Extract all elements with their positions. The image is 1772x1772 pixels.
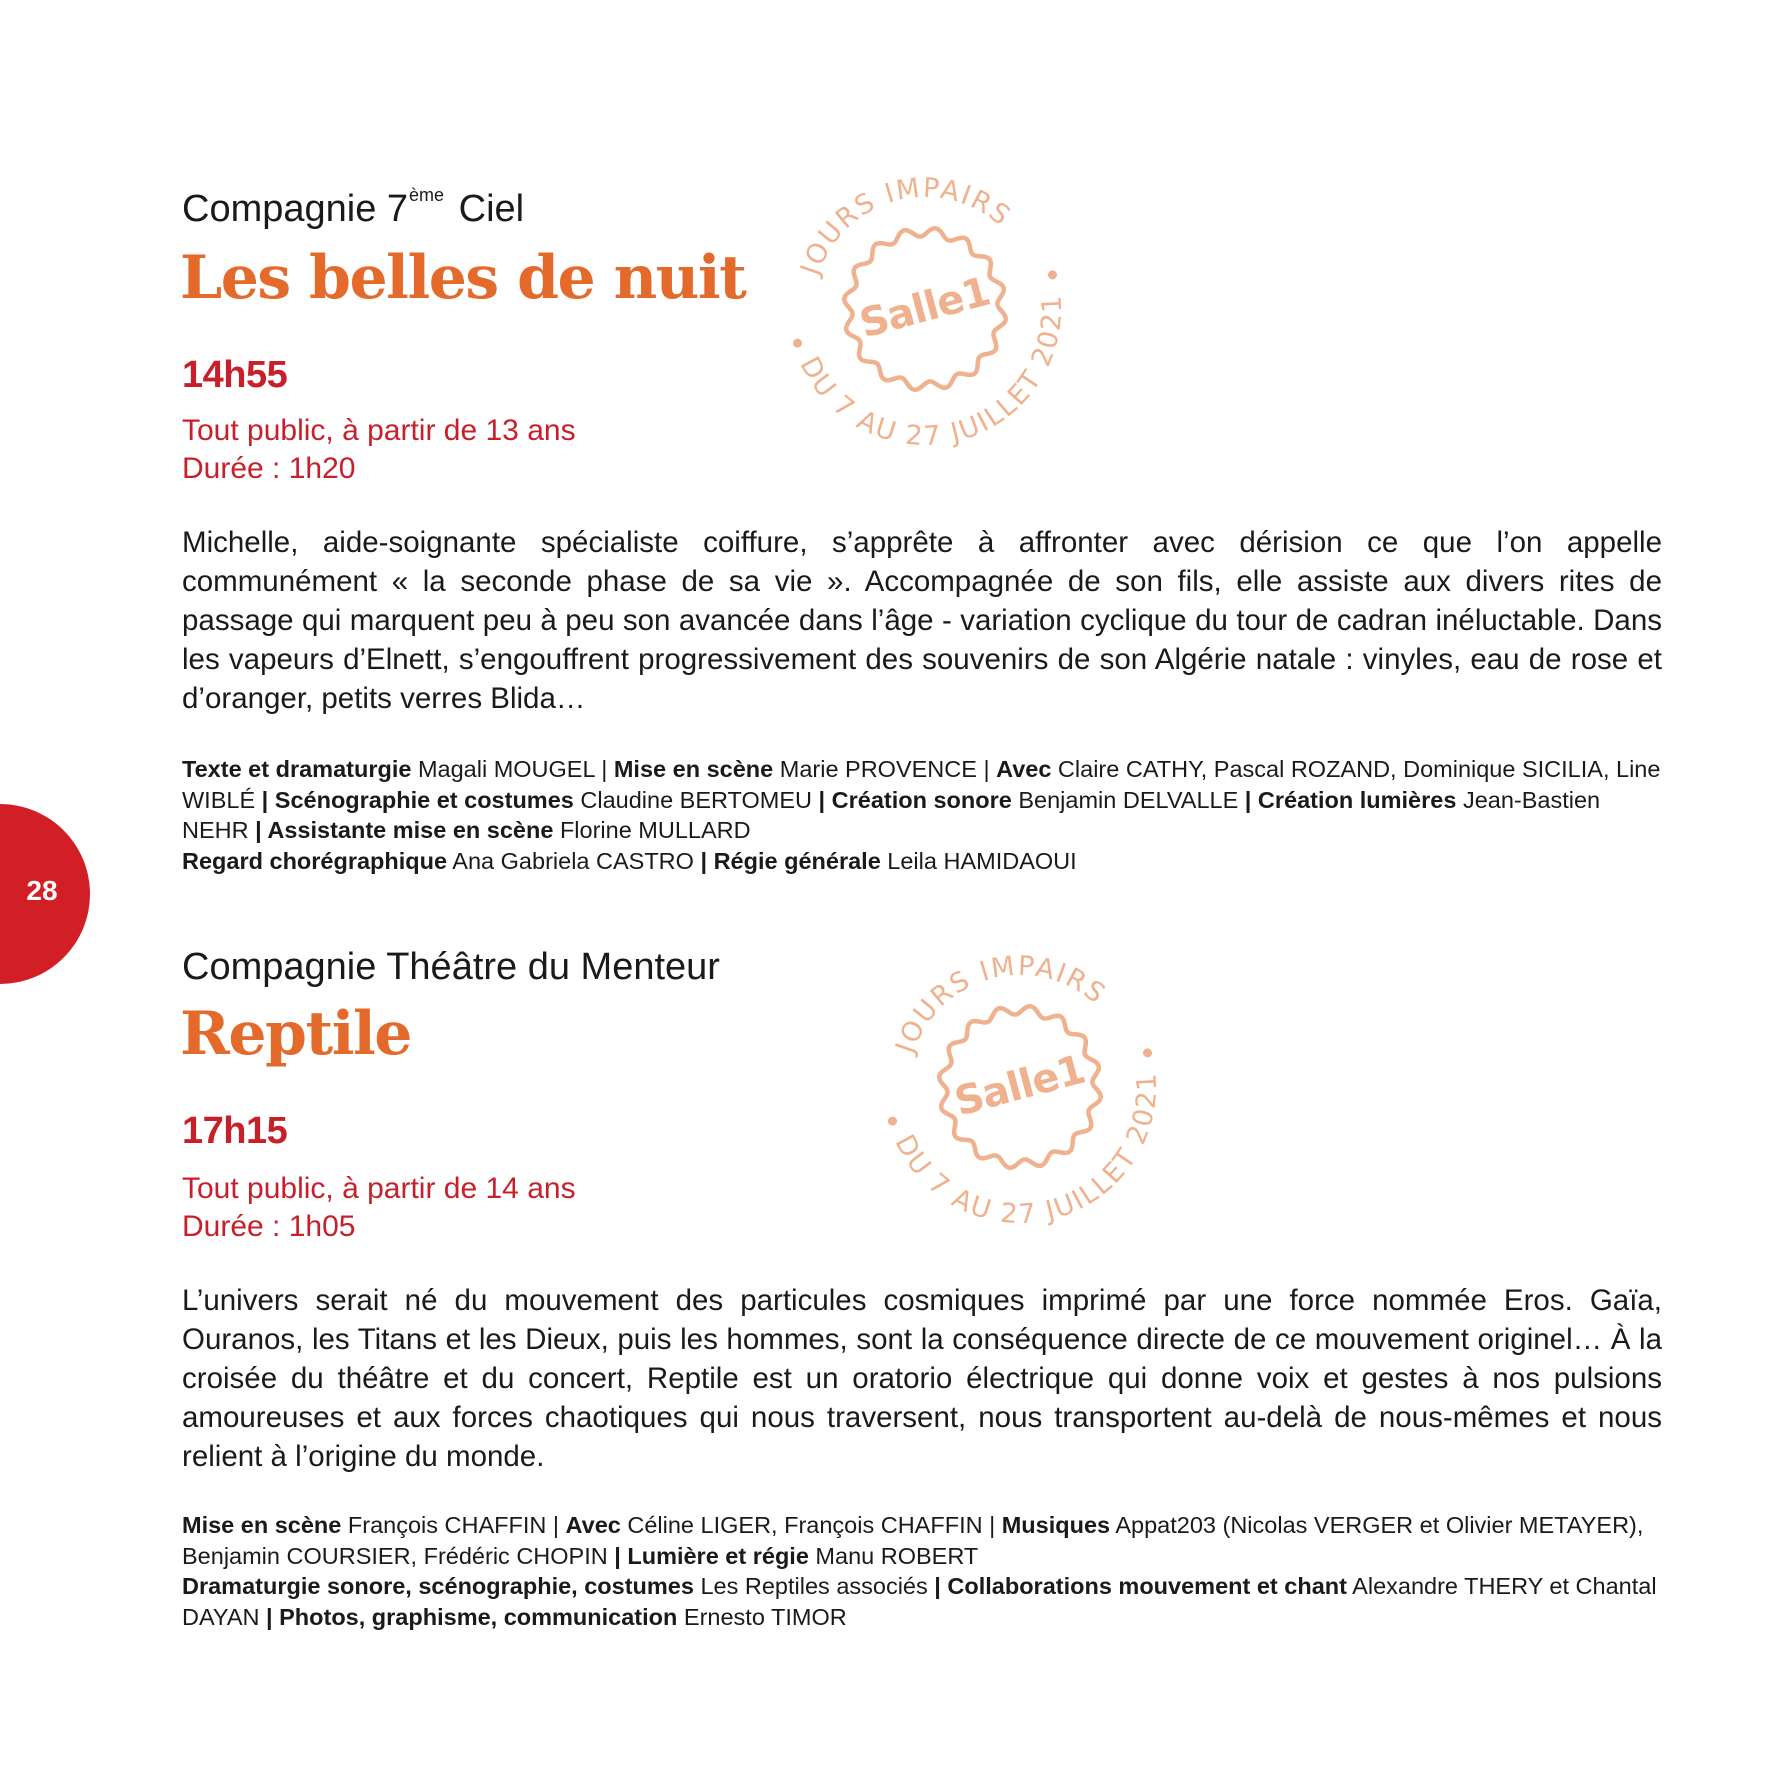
- show-description: Michelle, aide-soignante spécialiste coiffure, s’apprête à affronter avec dérision ce que l’on appelle communément « la seconde phase de sa vie ». Accompagnée de son fils, elle assiste aux divers rites de passage qui marquent peu à peu son avancée dans l’âge - variation cyclique du tour de cadran inéluctable. Dans les vapeurs d’Elnett, s’engouffrent progressivement des souvenirs de son Algérie natale : vinyles, eau de rose et d’oranger, petits verres Blida…: [182, 526, 1662, 715]
- credit-names: Leila HAMIDAOUI: [880, 847, 1077, 874]
- credit-names: Céline LIGER, François CHAFFIN |: [620, 1512, 1002, 1538]
- show-title: Les belles de nuit: [180, 243, 746, 313]
- credit-names: Manu ROBERT: [808, 1542, 979, 1569]
- credit-role: | Lumière et régie: [614, 1542, 809, 1569]
- stamp-dot: [887, 1116, 898, 1127]
- company-name: Compagnie 7ème Ciel: [182, 185, 525, 230]
- credit-names: Les Reptiles associés: [693, 1573, 935, 1599]
- stamp-center-text: Salle1: [949, 1046, 1090, 1126]
- credit-role: Avec: [996, 756, 1052, 782]
- credit-names: Florine MULLARD: [553, 817, 751, 843]
- stamp-bottom-text: DU 7 AU 27 JUILLET 2021: [888, 1070, 1164, 1231]
- show-time: 14h55: [182, 354, 288, 396]
- credit-names: François CHAFFIN |: [341, 1512, 566, 1538]
- stamp-dot: [792, 338, 803, 349]
- credit-role: Regard chorégraphique: [182, 847, 448, 874]
- stamp-bottom-text: DU 7 AU 27 JUILLET 2021: [793, 292, 1069, 453]
- salle-stamp-1: [775, 159, 1075, 459]
- stamp-center-text: Salle1: [854, 268, 995, 348]
- credit-names: Benjamin DELVALLE: [1011, 786, 1245, 813]
- credit-role: Musiques: [1001, 1512, 1111, 1538]
- credit-names: Ana Gabriela CASTRO: [447, 847, 701, 874]
- credit-role: | Création sonore: [818, 786, 1012, 813]
- credit-role: Texte et dramaturgie: [182, 756, 412, 782]
- credit-role: | Création lumières: [1244, 786, 1457, 813]
- show-audience: Tout public, à partir de 13 ans: [182, 414, 576, 447]
- show-description: L’univers serait né du mouvement des particules cosmiques imprimé par une force nommée Eros. Gaïa, Ouranos, les Titans et les Dieux, puis les hommes, sont la conséquence directe de ce mouvement originel… À la croisée du théâtre et du concert, Reptile est un oratorio électrique qui donne voix et gestes à nos pulsions amoureuses et aux forces chaotiques qui nous traversent, nous transportent au-delà de nous-mêmes et nous relient à l’origine du monde.: [182, 1284, 1662, 1473]
- show-duration: Durée : 1h20: [182, 452, 356, 485]
- credit-names: Alexandre THERY et Chantal DAYAN: [182, 1573, 1657, 1630]
- credit-names: Appat203 (Nicolas VERGER et Olivier METAYER), Benjamin COURSIER, Frédéric CHOPIN: [182, 1512, 1644, 1569]
- show-title: Reptile: [180, 999, 411, 1069]
- credit-role: Avec: [565, 1512, 621, 1538]
- credit-role: | Scénographie et costumes: [261, 786, 574, 813]
- credit-names: Ernesto TIMOR: [677, 1603, 847, 1630]
- credit-role: | Assistante mise en scène: [255, 817, 554, 843]
- stamp-top-text: JOURS IMPAIRS: [889, 950, 1113, 1058]
- company-name: Compagnie Théâtre du Menteur: [182, 946, 720, 988]
- credit-role: | Photos, graphisme, communication: [266, 1603, 678, 1630]
- credit-names: Jean-Bastien NEHR: [182, 786, 1601, 843]
- show-credits: [182, 754, 1672, 876]
- page-number: 28: [26, 875, 58, 906]
- credit-names: Magali MOUGEL |: [411, 756, 614, 782]
- credit-role: | Régie générale: [700, 847, 881, 874]
- credit-role: | Collaborations mouvement et chant: [934, 1573, 1347, 1599]
- show-time: 17h15: [182, 1110, 288, 1152]
- show-duration: Durée : 1h05: [182, 1210, 356, 1243]
- credit-role: Mise en scène: [613, 756, 774, 782]
- credit-names: Claire CATHY, Pascal ROZAND, Dominique SICILIA, Line WIBLÉ: [182, 756, 1661, 813]
- credit-role: Dramaturgie sonore, scénographie, costumes: [182, 1573, 694, 1599]
- credit-role: Mise en scène: [182, 1512, 342, 1538]
- credit-names: Marie PROVENCE |: [773, 756, 997, 782]
- show-audience: Tout public, à partir de 14 ans: [182, 1172, 576, 1205]
- stamp-top-text: JOURS IMPAIRS: [794, 172, 1018, 280]
- stamp-dot: [1142, 1047, 1153, 1058]
- credit-names: Claudine BERTOMEU: [573, 786, 819, 813]
- stamp-dot: [1047, 269, 1058, 280]
- show-credits: [182, 1510, 1672, 1632]
- salle-stamp-2: [870, 937, 1170, 1237]
